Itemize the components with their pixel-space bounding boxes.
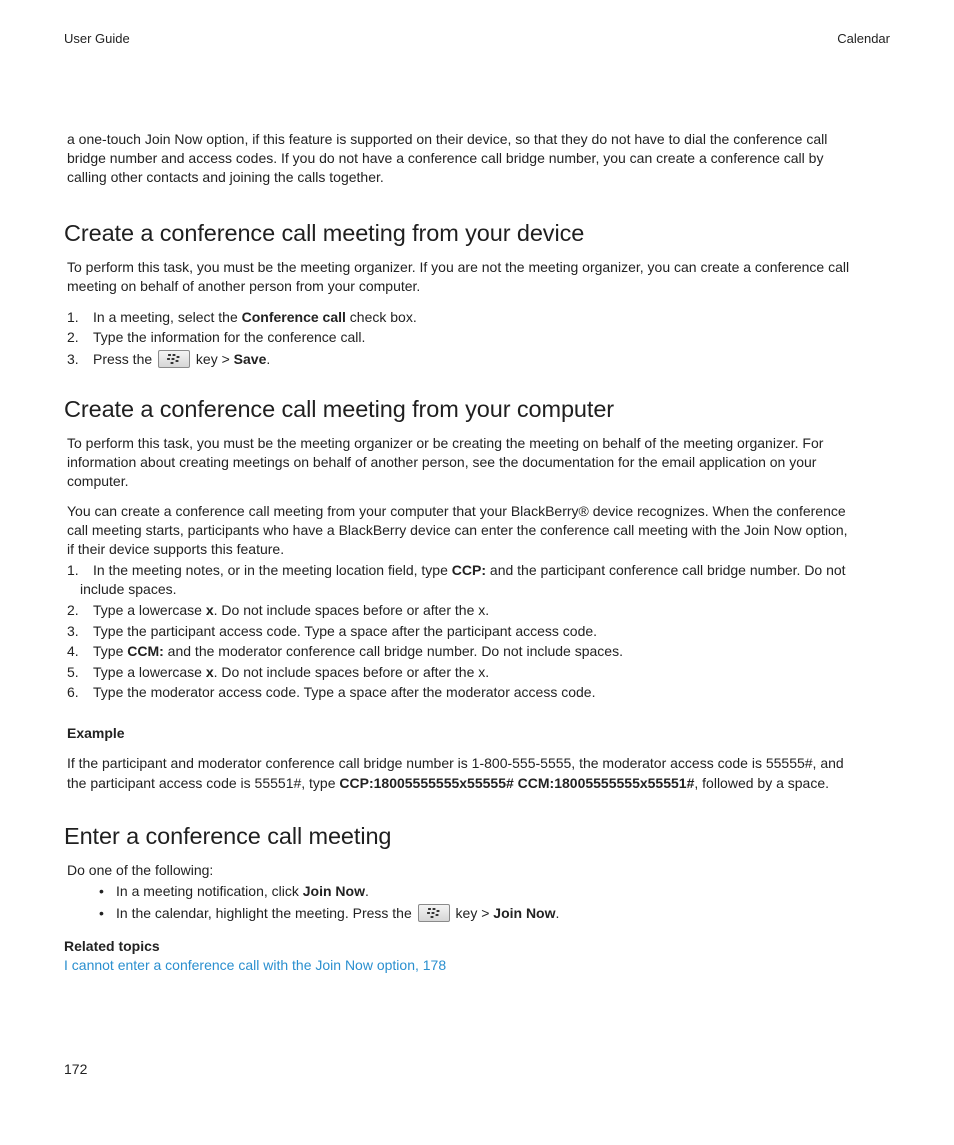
bullet-text: key > xyxy=(451,905,494,921)
list-item xyxy=(67,601,893,620)
step-text: include spaces. xyxy=(80,581,177,597)
list-item xyxy=(67,308,893,327)
bullet-icon: • xyxy=(99,883,104,899)
intro-paragraph xyxy=(67,130,893,187)
list-item xyxy=(67,350,893,369)
paragraph-line: To perform this task, you must be the meeting organizer or be creating the meeting on behalf of the meeting organizer. For xyxy=(67,435,824,451)
list-item xyxy=(67,328,893,347)
computer-paragraph-2 xyxy=(67,502,893,559)
bullet-bold-text: Join Now xyxy=(302,883,365,899)
running-header-title: User Guide xyxy=(64,31,130,46)
step-number: 5. xyxy=(67,663,79,680)
step-bold-text: Save xyxy=(233,351,267,367)
step-text: . Do not include spaces before or after the x. xyxy=(213,663,490,680)
paragraph-line: if their device supports this feature. xyxy=(67,541,285,557)
step-text: and the participant conference call bridge number. Do not xyxy=(486,562,846,578)
intro-line: bridge number and access codes. If you do not have a conference call bridge number, you can create a conference call by xyxy=(67,150,824,166)
step-text: . Do not include spaces before or after the x. xyxy=(213,602,490,618)
example-code: CCP:18005555555x55555# CCM:18005555555x55551# xyxy=(339,775,695,791)
step-number: 1. xyxy=(67,309,79,325)
step-number: 2. xyxy=(67,602,79,618)
step-number: 2. xyxy=(67,329,79,345)
step-text: In the meeting notes, or in the meeting location field, type xyxy=(93,562,452,578)
blackberry-menu-key-icon xyxy=(158,350,190,368)
step-number: 1. xyxy=(67,562,79,578)
list-item xyxy=(96,882,886,901)
step-text: Type a lowercase xyxy=(93,663,206,680)
step-text: Type a lowercase xyxy=(93,602,206,618)
step-bold-text: x xyxy=(205,663,214,680)
paragraph-line: To perform this task, you must be the meeting organizer. If you are not the meeting organizer, you can create a conference call xyxy=(67,259,850,275)
step-text: Type the participant access code. Type a space after the participant access code. xyxy=(93,622,598,639)
bullet-text: . xyxy=(555,905,560,921)
paragraph-line: computer. xyxy=(67,473,129,489)
step-text: check box. xyxy=(345,309,417,325)
step-number: 3. xyxy=(67,351,79,367)
bullet-bold-text: Join Now xyxy=(493,905,556,921)
step-text: Press the xyxy=(93,351,157,367)
list-item xyxy=(67,683,893,702)
bullet-icon: • xyxy=(99,905,104,921)
heading-enter: Enter a conference call meeting xyxy=(64,823,392,849)
paragraph-line: call meeting starts, participants who have a BlackBerry device can enter the conference call meeting with the Join Now option, xyxy=(67,522,848,538)
example-paragraph xyxy=(67,753,893,793)
paragraph-line: If the participant and moderator conference call bridge number is 1-800-555-5555, the moderator access code is 55555#, and xyxy=(67,755,844,771)
page-number: 172 xyxy=(64,1061,88,1077)
step-bold-text: Conference call xyxy=(241,309,346,325)
step-bold-text: CCP: xyxy=(451,562,487,578)
bullet-text: . xyxy=(365,883,369,899)
paragraph-line: meeting on behalf of another person from your computer. xyxy=(67,278,421,294)
list-item xyxy=(96,904,886,923)
computer-steps xyxy=(67,561,893,702)
step-text: Type xyxy=(93,643,128,659)
heading-device: Create a conference call meeting from your device xyxy=(64,220,585,246)
step-number: 3. xyxy=(67,622,79,639)
list-item xyxy=(67,622,893,641)
step-text: and the moderator conference call bridge number. Do not include spaces. xyxy=(163,643,623,659)
step-bold-text: CCM: xyxy=(127,643,164,659)
step-number: 6. xyxy=(67,684,79,700)
enter-intro: Do one of the following: xyxy=(67,862,214,878)
related-topics-heading: Related topics xyxy=(64,938,160,954)
bullet-text: In the calendar, highlight the meeting. Press the xyxy=(116,905,416,921)
heading-computer: Create a conference call meeting from your computer xyxy=(64,396,615,422)
step-text: In a meeting, select the xyxy=(93,309,242,325)
blackberry-menu-key-icon xyxy=(418,904,450,922)
intro-line: calling other contacts and joining the calls together. xyxy=(67,169,384,185)
list-item xyxy=(67,663,893,682)
computer-paragraph-1 xyxy=(67,434,893,491)
intro-line: a one-touch Join Now option, if this feature is supported on their device, so that they do not have to dial the conference call xyxy=(67,131,828,147)
bullet-text: In a meeting notification, click xyxy=(116,883,303,899)
step-text: key > xyxy=(192,351,234,367)
step-bold-text: x xyxy=(205,602,214,618)
paragraph-line: You can create a conference call meeting from your computer that your BlackBerry® device recognizes. When the conference xyxy=(67,503,846,519)
example-label: Example xyxy=(67,725,125,741)
step-number: 4. xyxy=(67,643,79,659)
paragraph-line: , followed by a space. xyxy=(694,775,830,791)
related-topic-link[interactable]: I cannot enter a conference call with the Join Now option, 178 xyxy=(64,957,447,973)
device-steps xyxy=(67,308,893,369)
paragraph-line: information about creating meetings on behalf of another person, see the documentation for the email application on your xyxy=(67,454,817,470)
step-text: Type the information for the conference call. xyxy=(93,329,366,345)
step-text: . xyxy=(266,351,271,367)
enter-bullets xyxy=(96,882,886,923)
list-item xyxy=(67,561,893,599)
running-header-section: Calendar xyxy=(837,31,890,46)
step-text: Type the moderator access code. Type a space after the moderator access code. xyxy=(93,684,596,700)
device-paragraph xyxy=(67,258,893,296)
list-item xyxy=(67,642,893,661)
paragraph-line: the participant access code is 55551#, type xyxy=(67,775,340,791)
